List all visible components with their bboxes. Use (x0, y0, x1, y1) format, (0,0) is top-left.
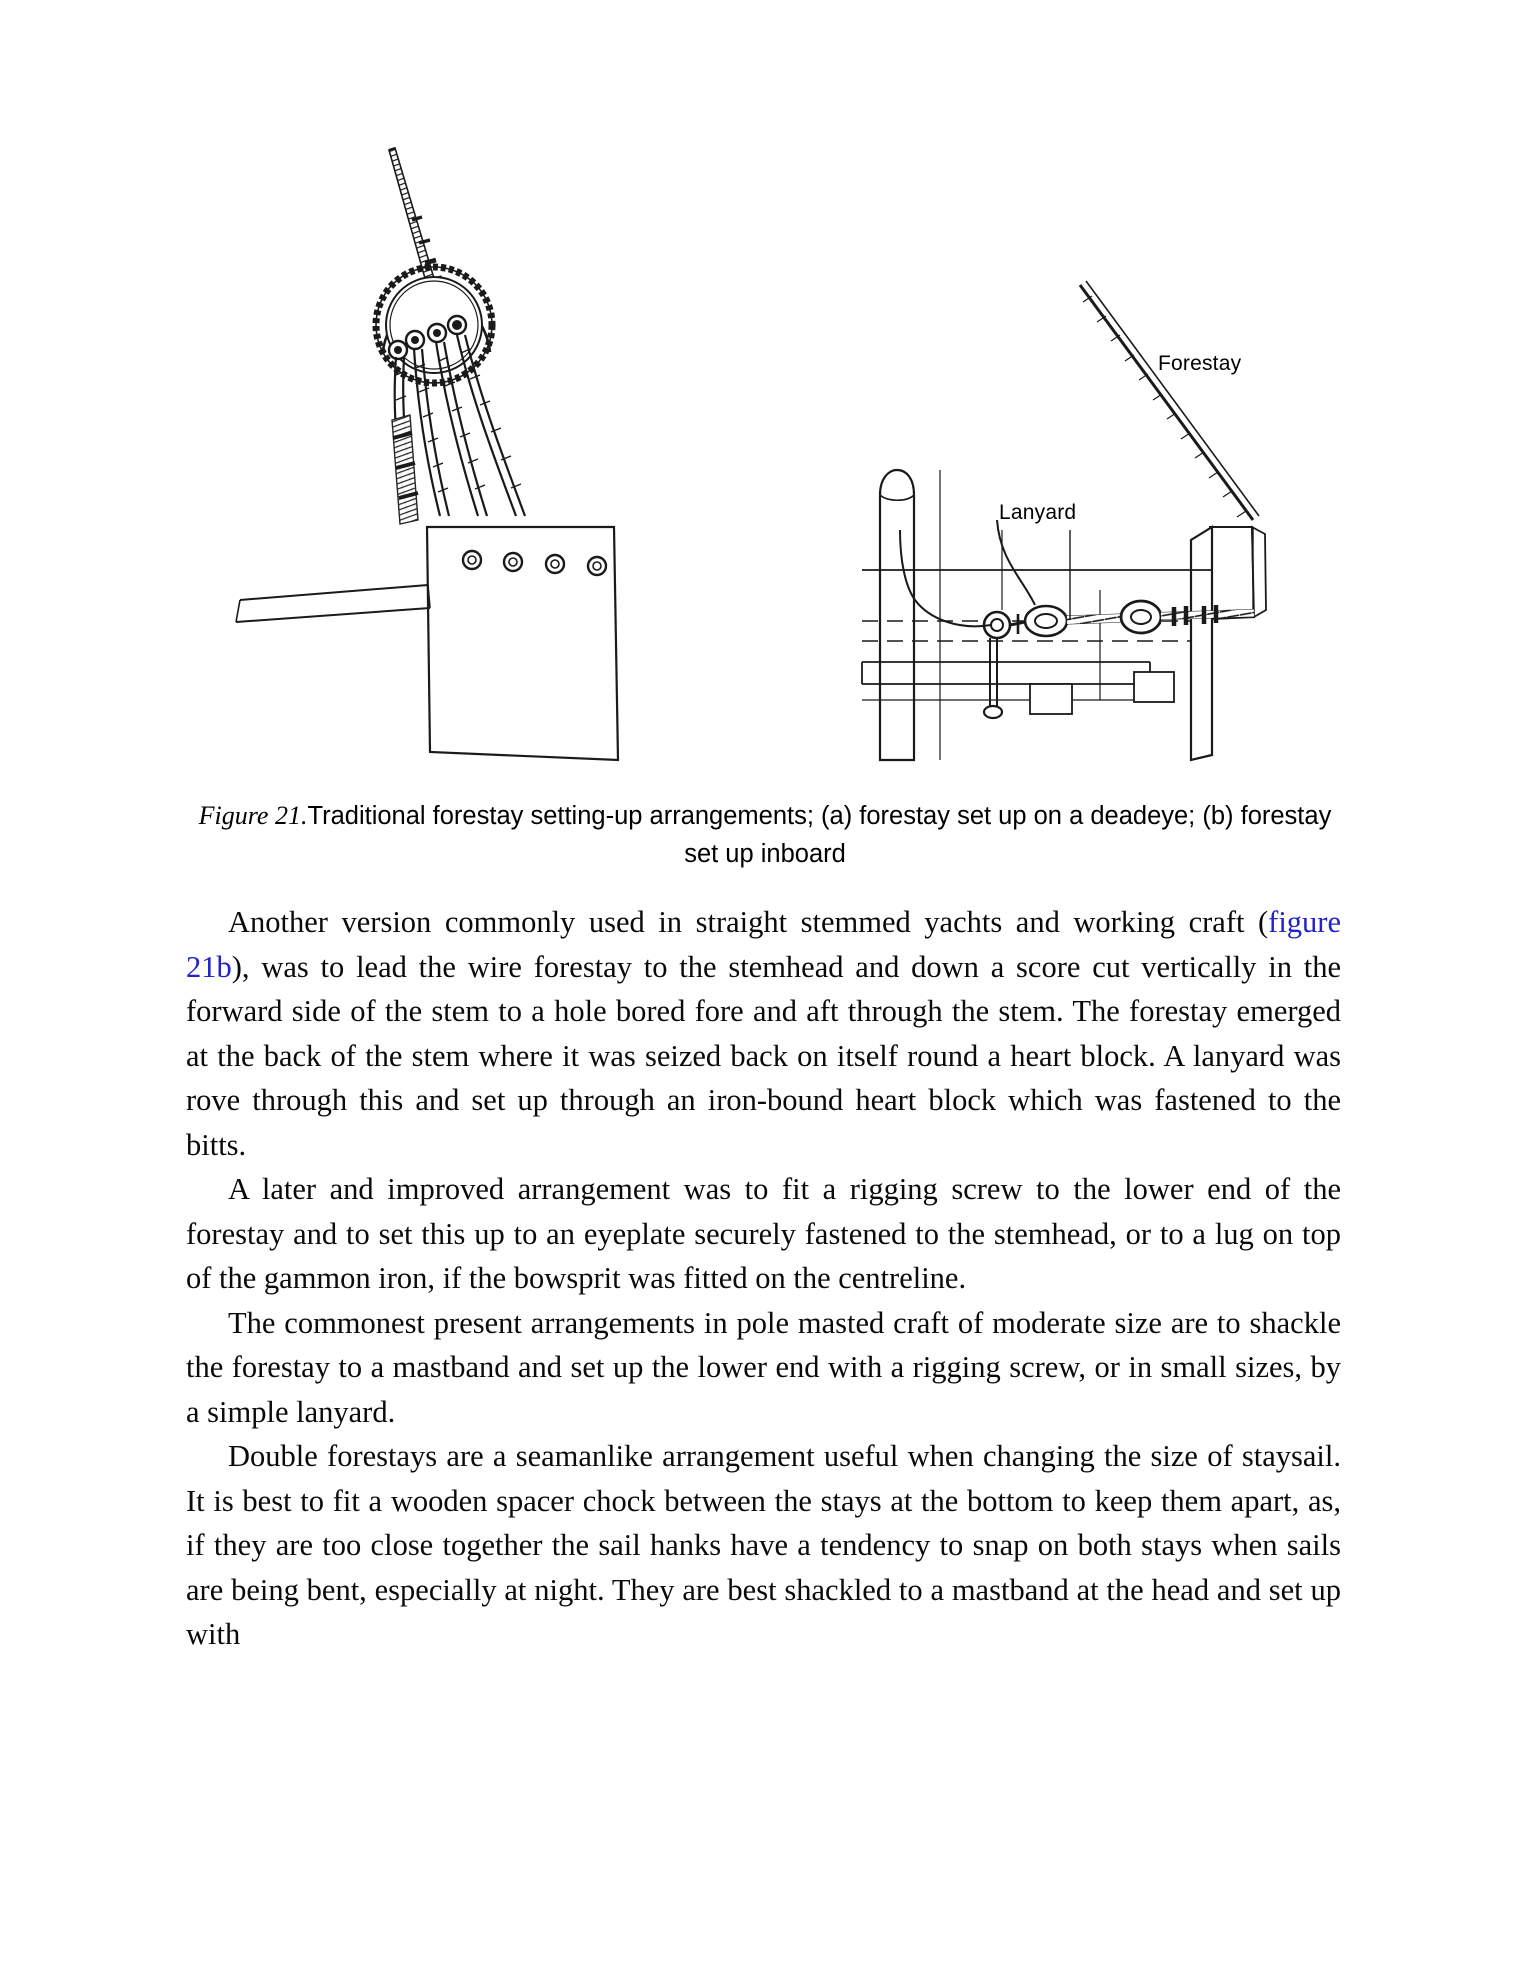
figure-illustration (0, 0, 1530, 790)
forestay-wire (1080, 281, 1259, 520)
paragraph-3-text: The commonest present arrangements in pole masted craft of moderate size are to shackle the forestay to a mastband and set up the lower end with a rigging screw, or in small sizes, by a simple lanyard. (186, 1305, 1341, 1429)
paragraph-2 (186, 1167, 1341, 1301)
panel-a-deadeye (236, 148, 618, 760)
paragraph-4-text: Double forestays are a seamanlike arrangement useful when changing the size of staysail. It is best to fit a wooden spacer chock between the stays at the bottom to keep them apart, as, if they are too close together the sail hanks have a tendency to snap on both stays when sails are being bent, especially at night. They are best shackled to a mastband at the head and set up with (186, 1439, 1341, 1651)
lanyard-rope (900, 520, 1035, 708)
figure-caption (185, 797, 1345, 873)
figure-21b-link[interactable]: figure 21b (186, 905, 1341, 984)
paragraph-1 (186, 900, 1341, 1167)
deadeye (376, 267, 492, 383)
paragraph-1-part-b: ), was to lead the wire forestay to the stemhead and down a score cut vertically in the forward side of the stem to a hole bored fore and aft through the stem. The forestay emerged at the back of the stem where it was seized back on itself round a heart block. A lanyard was rove through this and set up through an iron-bound heart block which was fastened to the bitts. (186, 949, 1341, 1162)
figure-21 (0, 0, 1530, 790)
paragraph-4 (186, 1434, 1341, 1657)
bitts (1030, 672, 1174, 714)
label-forestay: Forestay (1158, 352, 1242, 375)
label-lanyard: Lanyard (999, 501, 1077, 524)
stem (1191, 527, 1266, 760)
body-text (186, 900, 1341, 1657)
paragraph-3 (186, 1301, 1341, 1435)
figure-caption-line2: forestay set up inboard (684, 802, 1332, 868)
figure-caption-line1: Traditional forestay setting-up arrangements; (a) forestay set up on a deadeye; (b) (307, 802, 1234, 830)
figure-number: Figure 21. (198, 801, 308, 830)
paragraph-1-part-a: Another version commonly used in straight stemmed yachts and working craft ( (228, 905, 1269, 939)
bolt-foot (984, 706, 1002, 718)
mast-post (880, 470, 914, 760)
deck-lines-left (236, 585, 430, 622)
paragraph-2-text: A later and improved arrangement was to fit a rigging screw to the lower end of the forestay and to set this up to an eyeplate securely fastened to the stemhead, or to a lug on top of the gammon iron, if the bowsprit was fitted on the centreline. (186, 1172, 1341, 1295)
fall-seizing (392, 415, 418, 524)
